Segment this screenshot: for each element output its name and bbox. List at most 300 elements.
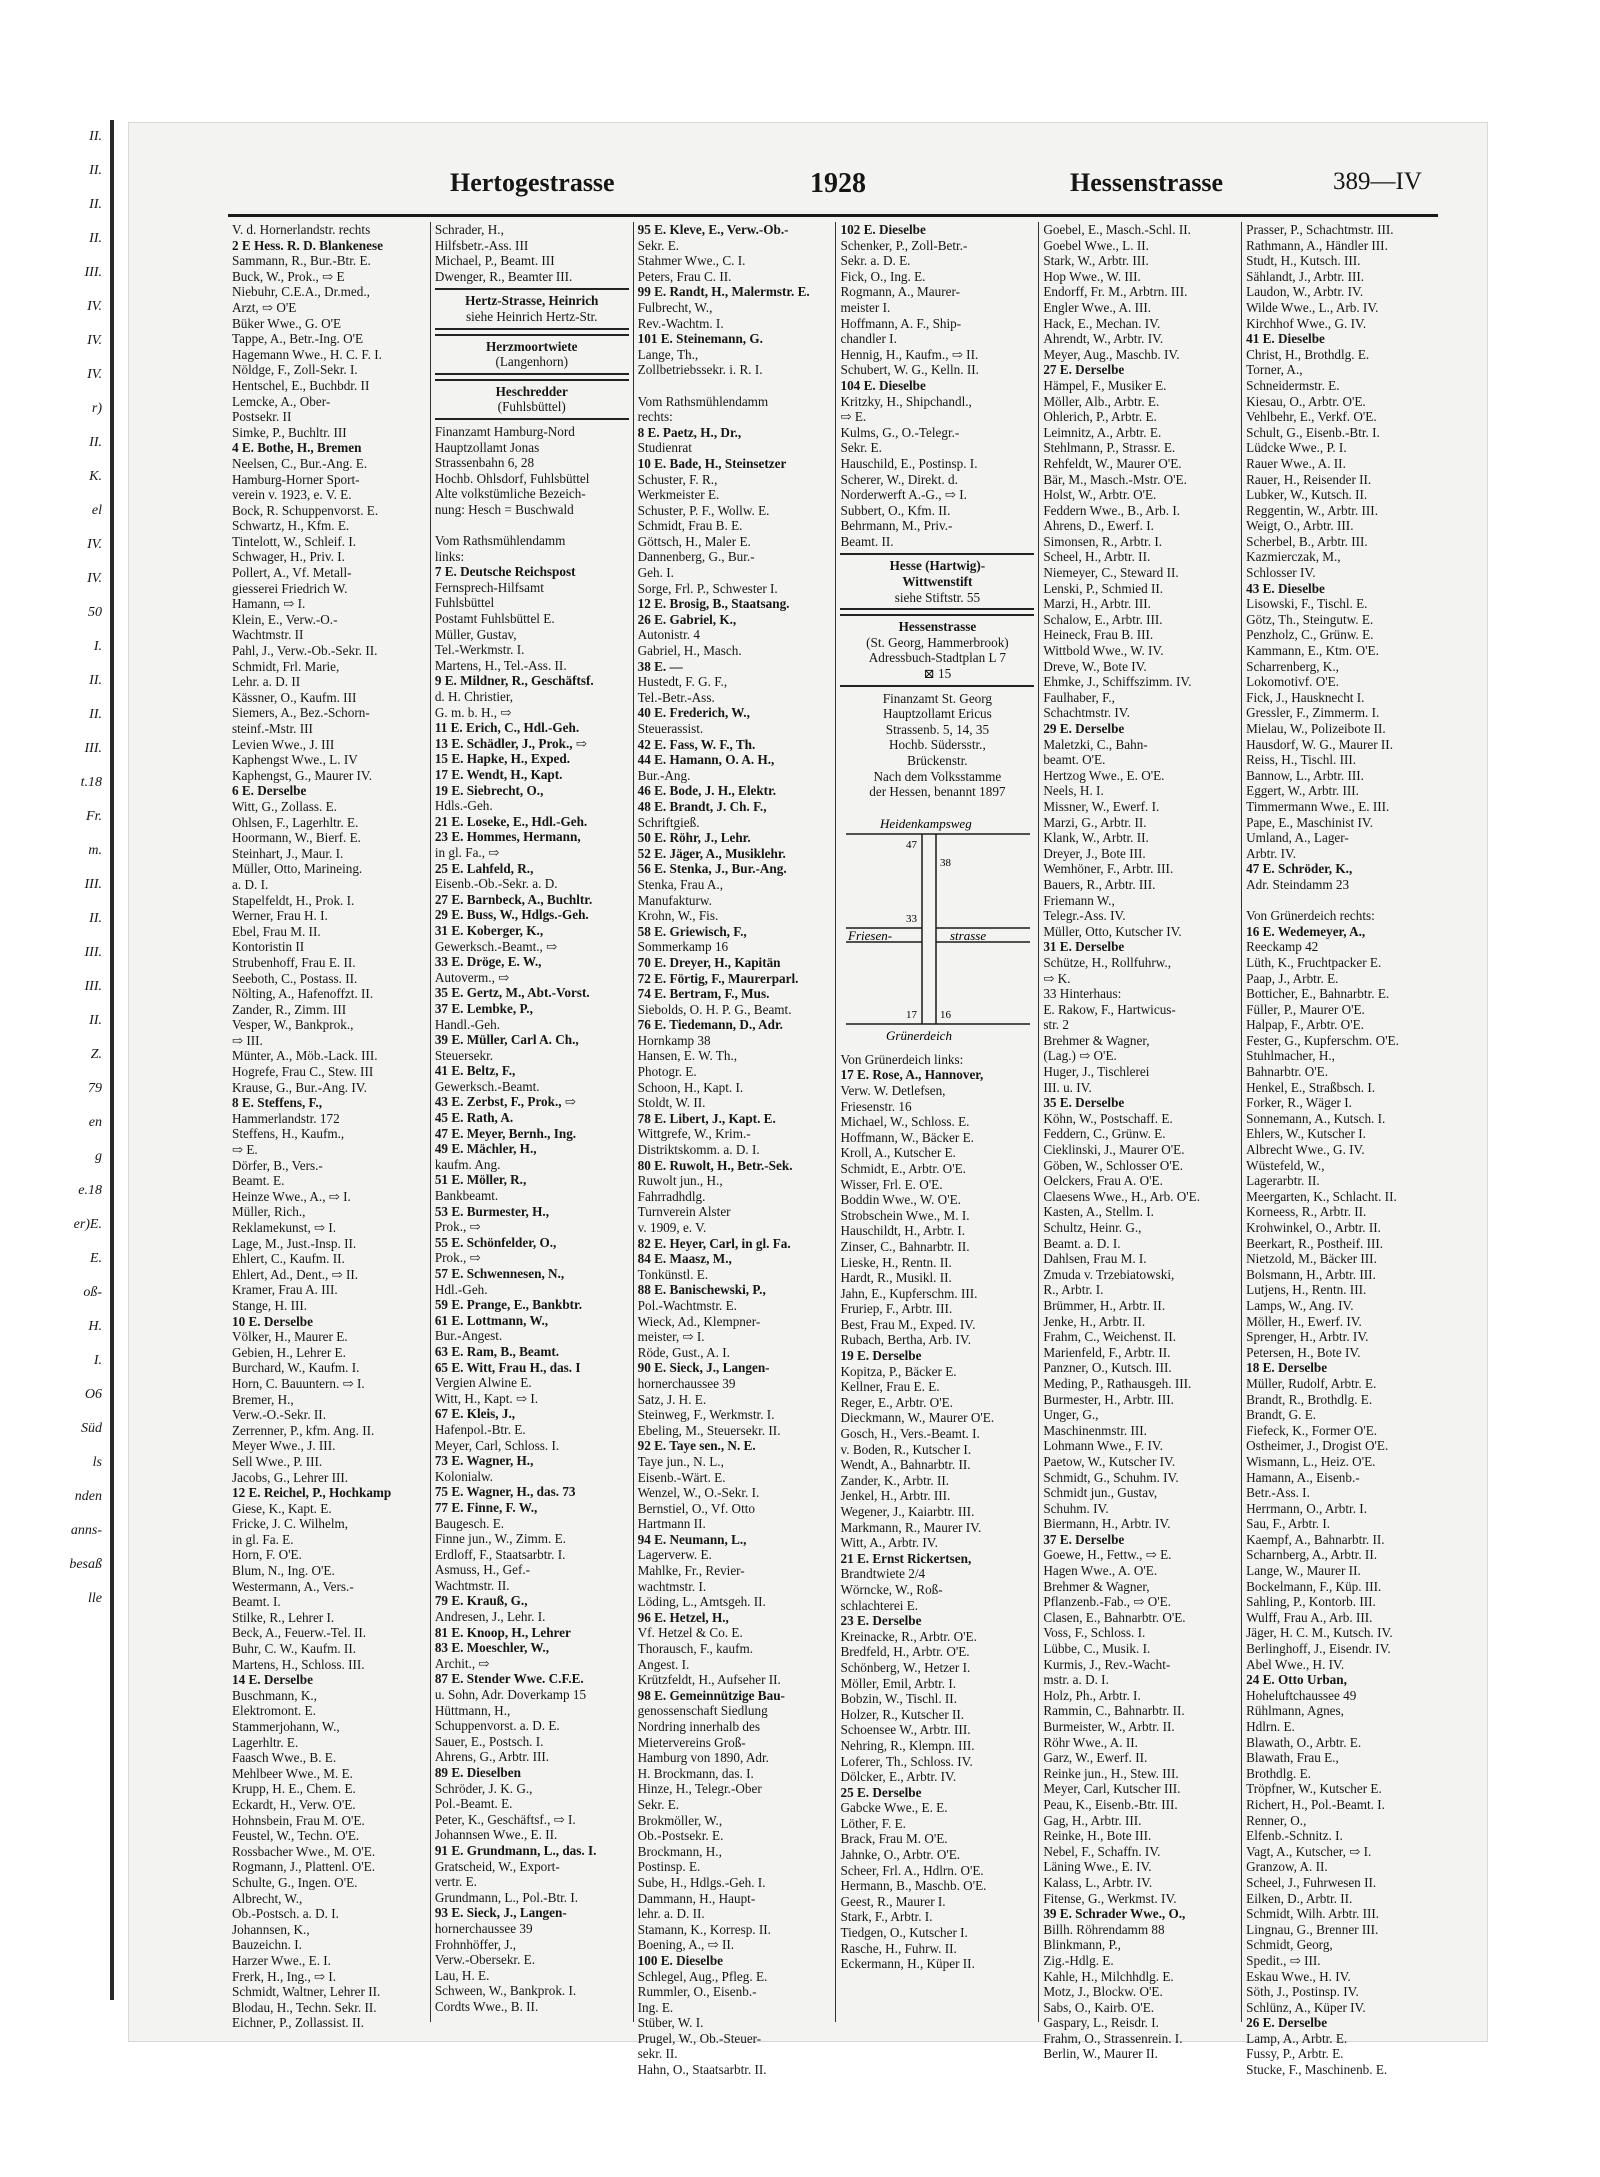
directory-entry: Brehmer & Wagner,: [1043, 1578, 1150, 1594]
margin-fragment: II.: [89, 707, 102, 722]
directory-entry: 9 E. Mildner, R., Geschäftsf.: [434, 673, 594, 689]
margin-fragment: g: [95, 1149, 102, 1164]
directory-entry: Kaphengst, G., Maurer IV.: [232, 767, 373, 783]
directory-entry: hornerchaussee 39: [434, 1920, 533, 1936]
directory-entry: Büker Wwe., G. O'E: [232, 315, 342, 331]
margin-fragment: 50: [88, 605, 102, 620]
directory-entry: Peter, K., Geschäftsf., ⇨ I.: [434, 1811, 576, 1827]
directory-entry: 25 E. Derselbe: [840, 1784, 922, 1800]
directory-entry: Schoon, H., Kapt. I.: [637, 1079, 744, 1095]
directory-entry: Archit., ⇨: [434, 1655, 490, 1671]
directory-entry: Unger, G.,: [1043, 1407, 1099, 1423]
directory-entry: Füller, P., Maurer O'E.: [1246, 1001, 1365, 1017]
directory-entry: 29 E. Buss, W., Hdlgs.-Geh.: [434, 907, 589, 923]
directory-entry: Hochb. Südersstr.,: [889, 737, 986, 753]
directory-entry: Vom Rathsmühlendamm: [434, 533, 566, 549]
directory-entry: Friesenstr. 16: [840, 1098, 912, 1114]
directory-entry: Feustel, W., Techn. O'E.: [232, 1828, 360, 1844]
directory-page: [128, 122, 1488, 2078]
directory-entry: Schlegel, Aug., Pfleg. E.: [637, 1968, 768, 1984]
directory-entry: Hafenpol.-Btr. E.: [434, 1421, 526, 1437]
directory-entry: Goebel Wwe., L. II.: [1043, 237, 1149, 253]
directory-entry: Schuhm. IV.: [1043, 1500, 1109, 1516]
directory-entry: Köhn, W., Postschaff. E.: [1043, 1110, 1173, 1126]
directory-entry: Korneess, R., Arbtr. II.: [1246, 1204, 1367, 1220]
directory-entry: verein v. 1923, e. V. E.: [232, 487, 352, 503]
directory-entry: Blinkmann, P.,: [1043, 1937, 1121, 1953]
directory-entry: Handl.-Geh.: [434, 1016, 501, 1032]
directory-entry: 84 E. Maasz, M.,: [637, 1251, 732, 1267]
directory-entry: Turnverein Alster: [637, 1204, 731, 1220]
directory-entry: Kopitza, P., Bäcker E.: [840, 1363, 957, 1379]
margin-fragment: II.: [89, 197, 102, 212]
directory-entry: Stange, H. III.: [232, 1297, 308, 1313]
margin-fragment: oß-: [83, 1285, 102, 1300]
directory-entry: Brokmöller, W.,: [637, 1812, 723, 1828]
directory-entry: Hornkamp 38: [637, 1032, 711, 1048]
directory-entry: Pahl, J., Verw.-Ob.-Sekr. II.: [232, 643, 378, 659]
directory-entry: Neels, H. I.: [1043, 783, 1104, 799]
directory-entry: Schmidt jun., Gustav,: [1043, 1485, 1158, 1501]
directory-entry: Ing. E.: [637, 1999, 674, 2015]
directory-entry: Abel Wwe., H. IV.: [1246, 1656, 1345, 1672]
directory-entry: Beck, A., Feuerw.-Tel. II.: [232, 1625, 367, 1641]
directory-entry: Eisenb.-Wärt. E.: [637, 1469, 726, 1485]
directory-entry: Brandt, G. E.: [1246, 1407, 1317, 1423]
directory-entry: Brack, Frau M. O'E.: [840, 1831, 948, 1847]
directory-entry: 99 E. Randt, H., Malermstr. E.: [637, 284, 810, 300]
directory-entry: Betr.-Ass. I.: [1246, 1485, 1310, 1501]
directory-entry: Berlin, W., Maurer II.: [1043, 2046, 1158, 2062]
directory-entry: Schween, W., Bankprok. I.: [434, 1983, 577, 1999]
margin-fragment: IV.: [87, 571, 102, 586]
directory-entry: Rühlmann, Agnes,: [1246, 1703, 1344, 1719]
directory-entry: Jenkel, H., Arbtr. III.: [840, 1488, 951, 1504]
directory-entry: Wittgrefe, W., Krim.-: [637, 1126, 751, 1142]
directory-entry: Pol.-Beamt. E.: [434, 1796, 513, 1812]
margin-fragment: II.: [89, 911, 102, 926]
directory-entry: Lüth, K., Fruchtpacker E.: [1246, 954, 1382, 970]
directory-entry: Studt, H., Kutsch. III.: [1246, 253, 1361, 269]
directory-entry: 23 E. Derselbe: [840, 1613, 922, 1629]
directory-entry: Lohmann Wwe., F. IV.: [1043, 1438, 1164, 1454]
directory-entry: Nölting, A., Hafenoffzt. II.: [232, 986, 374, 1002]
directory-entry: Frohnhöffer, J.,: [434, 1936, 517, 1952]
directory-entry: steinf.-Mstr. III: [232, 721, 313, 736]
directory-entry: Jacobs, G., Lehrer III.: [232, 1469, 349, 1485]
directory-entry: Herrmann, O., Arbtr. I.: [1246, 1500, 1367, 1516]
directory-entry: 6 E. Derselbe: [232, 783, 307, 799]
directory-entry: Ob.-Postsekr. E.: [637, 1828, 724, 1844]
directory-entry: Albrecht Wwe., G. IV.: [1246, 1142, 1365, 1158]
directory-entry: Sorge, Frl. P., Schwester I.: [637, 580, 778, 596]
directory-entry: Eskau Wwe., H. IV.: [1246, 1968, 1351, 1984]
directory-entry: Forker, R., Wäger I.: [1246, 1095, 1352, 1111]
directory-entry: Wemhöner, F., Arbtr. III.: [1043, 861, 1174, 877]
directory-entry: Hop Wwe., W. III.: [1043, 268, 1141, 284]
directory-entry: Lagerarbtr. II.: [1246, 1173, 1320, 1189]
directory-entry: Simonsen, R., Arbtr. I.: [1043, 533, 1163, 549]
directory-entry: Voss, F., Schloss. I.: [1043, 1625, 1146, 1641]
directory-entry: Stark, W., Arbtr. III.: [1043, 253, 1149, 269]
directory-entry: Schwager, H., Priv. I.: [232, 549, 345, 565]
directory-entry: Motz, J., Blockw. O'E.: [1043, 1984, 1163, 2000]
directory-entry: Schlosser IV.: [1246, 565, 1316, 581]
directory-entry: Müller, Rich.,: [232, 1204, 306, 1220]
directory-entry: Huger, J., Tischlerei: [1043, 1064, 1150, 1080]
box-title: Hesse (Hartwig)-: [889, 558, 986, 574]
directory-entry: Kulms, G., O.-Telegr.-: [840, 424, 960, 440]
directory-entry: Hauschildt, H., Arbtr. I.: [840, 1223, 966, 1239]
margin-fragment: I.: [93, 1353, 102, 1368]
directory-entry: Fitense, G., Werkmst. IV.: [1043, 1890, 1177, 1906]
directory-entry: 75 E. Wagner, H., das. 73: [434, 1484, 576, 1500]
directory-entry: Jahn, E., Kupferschm. III.: [840, 1285, 978, 1301]
directory-entry: [435, 518, 629, 534]
directory-entry: Hoffmann, W., Bäcker E.: [840, 1129, 974, 1145]
margin-fragment: 79: [88, 1081, 102, 1096]
directory-entry: Ebeling, M., Steuersekr. II.: [637, 1422, 781, 1438]
directory-entry: Oelckers, Frau A. O'E.: [1043, 1173, 1163, 1189]
margin-fragment: III.: [84, 877, 102, 892]
directory-entry: Vagt, A., Kutscher, ⇨ I.: [1246, 1843, 1372, 1859]
map-label-friesen: Friesen-: [848, 927, 893, 943]
hertz-strasse-box: [435, 288, 629, 329]
map-label-gruenerdeich: Grünerdeich: [886, 1027, 953, 1043]
directory-entry: 37 E. Lembke, P.,: [434, 1000, 533, 1016]
directory-entry: Hauschild, E., Postinsp. I.: [840, 455, 978, 471]
hesse-wittwenstift-box: [840, 553, 1034, 610]
directory-entry: Bredfeld, H., Arbtr. O'E.: [840, 1644, 970, 1660]
directory-entry: Scheer, Frl. A., Hdlrn. O'E.: [840, 1862, 984, 1878]
margin-fragment: Süd: [81, 1421, 102, 1436]
directory-entry: Brückenstr.: [907, 753, 968, 768]
directory-entry: Lagerhltr. E.: [232, 1734, 299, 1750]
directory-entry: Klein, E., Verw.-O.-: [232, 611, 338, 627]
directory-entry: Fiefeck, K., Former O'E.: [1246, 1422, 1378, 1438]
directory-entry: Verw.-Obersekr. E.: [434, 1952, 536, 1968]
directory-entry: Marzi, G., Arbtr. II.: [1043, 814, 1147, 830]
directory-entry: 46 E. Bode, J. H., Elektr.: [637, 783, 777, 799]
directory-entry: Hamburg von 1890, Adr.: [637, 1750, 769, 1766]
directory-entry: Adr. Steindamm 23: [1246, 876, 1350, 892]
directory-entry: in gl. Fa. E.: [232, 1531, 294, 1547]
box-subtitle: ⊠ 15: [923, 666, 952, 682]
directory-entry: Burchard, W., Kaufm. I.: [232, 1360, 360, 1376]
directory-entry: Mahlke, Fr., Revier-: [637, 1563, 745, 1579]
directory-entry: Simke, P., Buchltr. III: [232, 424, 347, 440]
directory-entry: Bolsmann, H., Arbtr. III.: [1246, 1266, 1376, 1282]
directory-entry: 7 E. Deutsche Reichspost: [434, 564, 576, 580]
directory-entry: Grundmann, L., Pol.-Btr. I.: [434, 1889, 579, 1905]
directory-entry: mstr. a. D. I.: [1043, 1672, 1109, 1688]
directory-entry: Götz, Th., Steingutw. E.: [1246, 611, 1374, 627]
directory-entry: 35 E. Derselbe: [1043, 1095, 1125, 1111]
directory-entry: Nebel, F., Schaffn. IV.: [1043, 1843, 1161, 1859]
directory-entry: Levien Wwe., J. III: [232, 736, 335, 752]
map-house-17: 17: [906, 1008, 918, 1021]
directory-entry: Dwenger, R., Beamter III.: [434, 268, 573, 284]
directory-entry: Meyer Wwe., J. III.: [232, 1438, 336, 1454]
map-label-heidenkampsweg: Heidenkampsweg: [880, 815, 973, 831]
directory-entry: 53 E. Burmester, H.,: [434, 1203, 549, 1219]
margin-fragment: anns-: [70, 1523, 102, 1538]
directory-entry: 96 E. Hetzel, H.,: [637, 1609, 729, 1625]
directory-entry: ⇨ III.: [232, 1032, 263, 1048]
directory-entry: Lokomotivf. O'E.: [1246, 674, 1339, 690]
directory-entry: ⇨ E.: [840, 409, 867, 425]
directory-entry: Kasten, A., Stellm. I.: [1043, 1204, 1154, 1220]
directory-entry: Sprenger, H., Arbtr. IV.: [1246, 1329, 1369, 1345]
directory-entry: Heinze Wwe., A., ⇨ I.: [232, 1188, 351, 1204]
directory-entry: Photogr. E.: [637, 1064, 697, 1080]
directory-entry: Reggentin, W., Arbtr. III.: [1246, 502, 1378, 518]
directory-entry: Petersen, H., Bote IV.: [1246, 1344, 1361, 1360]
margin-fragment: ls: [92, 1455, 102, 1470]
directory-entry: Lübbe, C., Musik. I.: [1043, 1641, 1151, 1657]
directory-entry: Zig.-Hdlg. E.: [1043, 1952, 1114, 1968]
directory-entry: Dieckmann, W., Maurer O'E.: [840, 1410, 995, 1426]
directory-entry: Halpap, F., Arbtr. O'E.: [1246, 1017, 1364, 1033]
directory-entry: Wilde Wwe., L., Arb. IV.: [1246, 299, 1379, 315]
margin-fragment: e.18: [78, 1183, 102, 1198]
directory-entry: 102 E. Dieselbe: [840, 222, 926, 237]
directory-entry: Cieklinski, J., Maurer O'E.: [1043, 1142, 1185, 1158]
directory-entry: Vesper, W., Bankprok.,: [232, 1017, 354, 1033]
directory-entry: Nietzold, M., Bäcker III.: [1246, 1251, 1377, 1267]
directory-entry: Stapelfeldt, H., Prok. I.: [232, 892, 355, 908]
directory-entry: Ostheimer, J., Drogist O'E.: [1246, 1438, 1389, 1454]
directory-entry: Torner, A.,: [1246, 362, 1303, 378]
directory-entry: Eichner, P., Zollassist. II.: [232, 2015, 365, 2031]
directory-entry: 26 E. Derselbe: [1246, 2015, 1328, 2031]
directory-entry: Sauer, E., Postsch. I.: [434, 1733, 544, 1749]
directory-entry: Schmidt, E., Arbtr. O'E.: [840, 1160, 966, 1176]
directory-entry: Lieske, H., Rentn. II.: [840, 1254, 952, 1270]
directory-entry: 63 E. Ram, B., Beamt.: [434, 1343, 560, 1359]
directory-entry: 57 E. Schwennesen, N.,: [434, 1266, 565, 1281]
directory-entry: Bur.-Ang.: [637, 767, 691, 783]
directory-entry: Schuster, P. F., Wollw. E.: [637, 502, 770, 518]
margin-fragment: lle: [88, 1591, 102, 1606]
margin-fragment: en: [88, 1115, 102, 1130]
directory-entry: Gewerksch.-Beamt., ⇨: [434, 938, 558, 954]
directory-entry: Paap, J., Arbtr. E.: [1246, 970, 1339, 986]
directory-entry: Wieck, Ad., Klempner-: [637, 1313, 761, 1329]
directory-entry: Norderwerft A.-G., ⇨ I.: [840, 487, 967, 503]
directory-entry: Bobzin, W., Tischl. II.: [840, 1691, 957, 1707]
directory-entry: Stehlmann, P., Strassr. E.: [1043, 440, 1176, 456]
directory-entry: Studienrat: [637, 440, 692, 456]
directory-entry: 40 E. Frederich, W.,: [637, 705, 750, 721]
directory-entry: Angest. I.: [637, 1656, 690, 1672]
directory-entry: Giese, K., Kapt. E.: [232, 1500, 332, 1516]
directory-entry: Stilke, R., Lehrer I.: [232, 1609, 335, 1625]
directory-entry: Richert, H., Pol.-Beamt. I.: [1246, 1796, 1385, 1812]
directory-entry: Renner, O.,: [1246, 1812, 1307, 1828]
margin-fragment: O6: [84, 1387, 102, 1402]
directory-entry: Fernsprech-Hilfsamt: [434, 579, 544, 595]
directory-entry: hornerchaussee 39: [637, 1375, 736, 1391]
directory-entry: Rasche, H., Fuhrw. II.: [840, 1940, 957, 1956]
directory-entry: Kellner, Frau E. E.: [840, 1379, 940, 1395]
directory-entry: 101 E. Steinemann, G.: [637, 331, 763, 347]
directory-entry: Schmidt, Frl. Marie,: [232, 658, 340, 674]
directory-entry: 10 E. Bade, H., Steinsetzer: [637, 455, 787, 471]
directory-entry: Best, Frau M., Exped. IV.: [840, 1316, 976, 1332]
directory-entry: Fruriep, F., Arbtr. III.: [840, 1301, 953, 1317]
directory-entry: Verw. W. Detlefsen,: [840, 1082, 946, 1098]
directory-entry: 16 E. Wedemeyer, A.,: [1246, 923, 1366, 939]
directory-entry: Fahrradhdlg.: [637, 1188, 706, 1204]
directory-entry: Kramer, Frau A. III.: [232, 1282, 338, 1298]
directory-entry: Krohwinkel, O., Arbtr. II.: [1246, 1220, 1381, 1235]
directory-entry: Baugesch. E.: [434, 1515, 505, 1531]
directory-entry: Werkmeister E.: [637, 487, 720, 503]
directory-entry: Hdls.-Geh.: [434, 798, 493, 814]
directory-entry: Schröder, J. K. G.,: [434, 1780, 533, 1796]
directory-entry: Kritzky, H., Shipchandl.,: [840, 393, 972, 409]
directory-entry: Wörncke, W., Roß-: [840, 1581, 943, 1597]
directory-entry: Schmidt, Frau B. E.: [637, 518, 743, 534]
directory-entry: Dammann, H., Haupt-: [637, 1890, 756, 1906]
directory-entry: sekr. II.: [637, 2046, 678, 2062]
directory-entry: Sählandt, J., Arbtr. III.: [1246, 268, 1365, 284]
directory-entry: 19 E. Siebrecht, O.,: [434, 782, 544, 798]
box-subtitle: siehe Stiftstr. 55: [894, 589, 981, 605]
directory-entry: Meergarten, K., Schlacht. II.: [1246, 1188, 1397, 1204]
directory-entry: Postamt Fuhlsbüttel E.: [434, 611, 555, 627]
directory-entry: Sonnemann, A., Kutsch. I.: [1246, 1110, 1386, 1126]
directory-entry: Gratscheid, W., Export-: [434, 1858, 560, 1874]
directory-entry: 45 E. Rath, A.: [434, 1110, 514, 1126]
directory-entry: Maschinenmstr. III.: [1043, 1422, 1147, 1438]
margin-fragment: IV.: [87, 537, 102, 552]
directory-entry: 33 E. Dröge, E. W.,: [434, 954, 542, 970]
directory-entry: Leimnitz, A., Arbtr. E.: [1043, 424, 1162, 440]
directory-entry: Wulff, Frau A., Arb. III.: [1246, 1609, 1373, 1625]
page-header: [128, 122, 1488, 214]
directory-entry: Reeckamp 42: [1246, 939, 1319, 955]
directory-entry: Fick, O., Ing. E.: [840, 268, 926, 284]
directory-entry: Burmester, H., Arbtr. III.: [1043, 1391, 1174, 1407]
directory-entry: genossenschaft Siedlung: [637, 1703, 768, 1719]
directory-entry: Beerkart, R., Postheif. III.: [1246, 1235, 1384, 1251]
directory-entry: Wismann, L., Heiz. O'E.: [1246, 1453, 1376, 1469]
directory-entry: Wüstefeld, W.,: [1246, 1157, 1325, 1173]
directory-entry: Buck, W., Prok., ⇨ E: [232, 268, 345, 284]
box-title: Hertz-Strasse, Heinrich: [465, 293, 599, 309]
directory-entry: 72 E. Förtig, F., Maurerparl.: [637, 970, 799, 986]
directory-entry: Kazmierczak, M.,: [1246, 549, 1341, 565]
directory-entry: Hausdorf, W. G., Maurer II.: [1246, 736, 1393, 752]
directory-entry: Brockmann, H.,: [637, 1843, 722, 1859]
directory-entry: [1246, 893, 1440, 909]
directory-entry: Fick, J., Hausknecht I.: [1246, 689, 1365, 705]
directory-entry: Schulte, G., Ingen. O'E.: [232, 1874, 358, 1890]
directory-entry: III. u. IV.: [1043, 1079, 1092, 1095]
directory-entry: 82 E. Heyer, Carl, in gl. Fa.: [637, 1235, 791, 1251]
directory-entry: u. Sohn, Adr. Doverkamp 15: [434, 1687, 587, 1703]
directory-entry: Bockelmann, F., Küp. III.: [1246, 1578, 1382, 1594]
directory-entry: Schütze, H., Rollfuhrw.,: [1043, 954, 1172, 970]
directory-entry: 11 E. Erich, C., Hdl.-Geh.: [434, 720, 580, 736]
directory-entry: 49 E. Mächler, H.,: [434, 1141, 537, 1157]
directory-entry: 93 E. Sieck, J., Langen-: [434, 1905, 567, 1921]
directory-entry: Billh. Röhrendamm 88: [1043, 1921, 1165, 1937]
directory-entry: Brümmer, H., Arbtr. II.: [1043, 1297, 1166, 1313]
directory-entry: Bur.-Angest.: [434, 1328, 503, 1344]
directory-entry: Vergien Alwine E.: [434, 1375, 532, 1391]
directory-entry: 31 E. Derselbe: [1043, 939, 1125, 955]
directory-entry: Blodau, H., Techn. Sekr. II.: [232, 1999, 377, 2015]
directory-entry: Nordring innerhalb des: [637, 1719, 760, 1734]
directory-entry: 27 E. Derselbe: [1043, 362, 1125, 378]
directory-entry: Kalass, L., Arbtr. IV.: [1043, 1874, 1153, 1890]
directory-entry: Telegr.-Ass. IV.: [1043, 908, 1126, 924]
box-subtitle: (Fuhlsbüttel): [497, 399, 566, 415]
directory-entry: 39 E. Müller, Carl A. Ch.,: [434, 1032, 579, 1048]
directory-entry: 50 E. Röhr, J., Lehr.: [637, 830, 751, 846]
directory-entry: chandler I.: [840, 331, 897, 347]
directory-entry: Stammerjohann, W.,: [232, 1719, 340, 1734]
directory-entry: 33 Hinterhaus:: [1043, 986, 1122, 1002]
directory-entry: Hentschel, E., Buchbdr. II: [232, 377, 370, 393]
directory-entry: Alte volkstümliche Bezeich-: [434, 486, 586, 502]
directory-entry: Manufakturw.: [637, 892, 712, 908]
street-map: [840, 806, 1034, 1046]
directory-entry: 104 E. Dieselbe: [840, 377, 926, 393]
directory-entry: Münter, A., Möb.-Lack. III.: [232, 1048, 378, 1064]
directory-entry: Bahnarbtr. O'E.: [1246, 1064, 1328, 1080]
directory-entry: Sekr. E.: [637, 1796, 680, 1812]
directory-entry: Krohn, W., Fis.: [637, 908, 719, 924]
directory-entry: Stenka, Frau A.,: [637, 876, 724, 892]
directory-entry: Krupp, H. E., Chem. E.: [232, 1781, 356, 1797]
directory-entry: Markmann, R., Maurer IV.: [840, 1519, 982, 1535]
directory-entry: Lange, Th.,: [637, 346, 699, 362]
directory-entry: Siebolds, O. H. P. G., Beamt.: [637, 1001, 792, 1017]
directory-entry: Brothdlg. E.: [1246, 1765, 1311, 1781]
directory-entry: Brandt, R., Brothdlg. E.: [1246, 1391, 1373, 1407]
directory-entry: 95 E. Kleve, E., Verw.-Ob.-: [637, 222, 789, 237]
directory-entry: Pol.-Wachtmstr. E.: [637, 1297, 737, 1313]
directory-entry: Wachtmstr. II.: [434, 1577, 510, 1593]
directory-entry: Marzi, H., Arbtr. III.: [1043, 596, 1151, 612]
directory-entry: 42 E. Fass, W. F., Th.: [637, 736, 756, 752]
directory-entry: R., Arbtr. I.: [1043, 1282, 1104, 1298]
directory-entry: Hennig, H., Kaufm., ⇨ II.: [840, 346, 979, 362]
directory-entry: Scherer, W., Direkt. d.: [840, 471, 958, 487]
directory-entry: Stahmer Wwe., C. I.: [637, 253, 746, 269]
directory-entry: Reiss, H., Tischl. III.: [1246, 752, 1357, 768]
directory-entry: Gebien, H., Lehrer E.: [232, 1344, 346, 1360]
margin-fragment: II.: [89, 231, 102, 246]
directory-entry: Vom Rathsmühlendamm: [637, 393, 769, 409]
directory-entry: 91 E. Grundmann, L., das. I.: [434, 1842, 597, 1858]
margin-fragment: I.: [93, 639, 102, 654]
directory-entry: Schmidt, Wilh. Arbtr. III.: [1246, 1906, 1380, 1922]
directory-entry: Erdloff, F., Staatsarbtr. I.: [434, 1546, 566, 1562]
directory-entry: Sabs, O., Kairb. O'E.: [1043, 1999, 1155, 2015]
directory-entry: 26 E. Gabriel, K.,: [637, 611, 737, 627]
year-heading: 1928: [810, 168, 866, 199]
directory-entry: 18 E. Derselbe: [1246, 1360, 1328, 1376]
directory-entry: Läning Wwe., E. IV.: [1043, 1859, 1152, 1875]
directory-entry: Finanzamt Hamburg-Nord: [434, 423, 575, 439]
directory-entry: Kiesau, O., Arbtr. O'E.: [1246, 393, 1366, 409]
directory-entry: Göttsch, H., Maler E.: [637, 533, 751, 549]
